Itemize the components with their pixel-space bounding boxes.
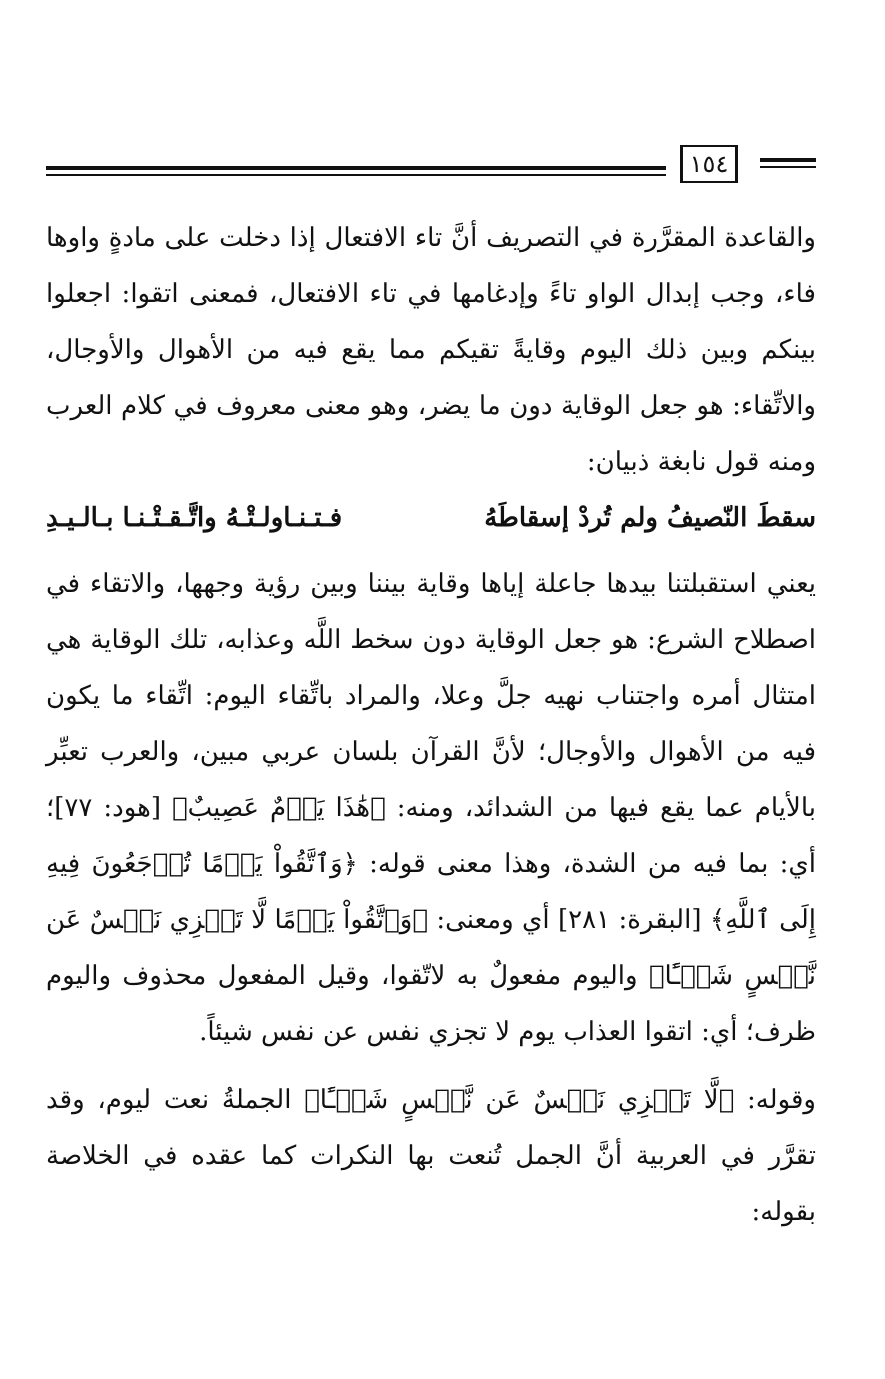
poetry-verse (46, 490, 816, 546)
paragraph-gap (46, 1060, 816, 1072)
verse-second-hemistich: فـتـنـاولـتْـهُ واتَّـقـتْـنـا بـالـيـدِ (46, 503, 343, 533)
header-rule-left (46, 166, 666, 176)
page-body (46, 210, 816, 1240)
paragraph-3: وقوله: ﴿لَّا تَجۡزِي نَفۡسٌ عَن نَّفۡسٍ شَيۡـًٔا﴾ الجملةُ نعت ليوم، وقد تقرَّر في العربية أنَّ الجمل تُنعت بها النكرات كما عقده في الخلاصة بقوله: (46, 1085, 816, 1227)
header-rule-right (760, 158, 816, 168)
page-header (46, 145, 816, 185)
page-number: ١٥٤ (680, 145, 738, 183)
paragraph-2: يعني استقبلتنا بيدها جاعلة إياها وقاية بيننا وبين رؤية وجهها، والاتقاء في اصطلاح الشرع: هو جعل الوقاية دون سخط اللَّه وعذابه، تلك الوقاية هي امتثال أمره واجتناب نهيه جلَّ وعلا، والمراد باتِّقاء اليوم: اتِّقاء ما يكون فيه من الأهوال والأوجال؛ لأنَّ القرآن بلسان عربي مبين، والعرب تعبِّر بالأيام عما يقع فيها من الشدائد، ومنه: ﴿هَٰذَا يَوۡمٌ عَصِيبٌ﴾ [هود: ٧٧]؛ أي: بما فيه من الشدة، وهذا معنى قوله: ﴿وَٱتَّقُواْ يَوۡمًا تُرۡجَعُونَ فِيهِ إِلَى ٱللَّهِ﴾ [البقرة: ٢٨١] أي ومعنى: ﴿وَٱتَّقُواْ يَوۡمًا لَّا تَجۡزِي نَفۡسٌ عَن نَّفۡسٍ شَيۡـًٔا﴾ واليوم مفعولٌ به لاتّقوا، وقيل المفعول محذوف واليوم ظرف؛ أي: اتقوا العذاب يوم لا تجزي نفس عن نفس شيئاً. (46, 569, 817, 1047)
paragraph-1: والقاعدة المقرَّرة في التصريف أنَّ تاء الافتعال إذا دخلت على مادةٍ واوها فاء، وجب إبدال الواو تاءً وإدغامها في تاء الافتعال، فمعنى اتقوا: اجعلوا بينكم وبين ذلك اليوم وقايةً تقيكم مما يقع فيه من الأهوال والأوجال، والاتِّقاء: هو جعل الوقاية دون ما يضر، وهو معنى معروف في كلام العرب ومنه قول نابغة ذبيان: (46, 223, 816, 477)
verse-first-hemistich: سقطَ النّصيفُ ولم تُردْ إسقاطَهُ (484, 503, 816, 533)
